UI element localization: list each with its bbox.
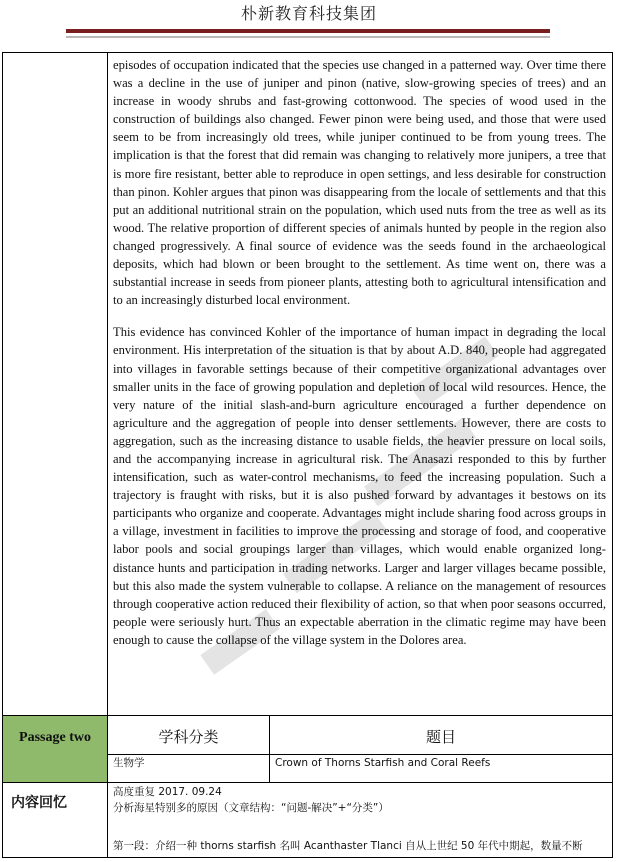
passage-text bbox=[113, 56, 606, 649]
passage-label: Passage two bbox=[19, 730, 91, 745]
recall-line-3: 第一段：介绍一种 thorns starfish 名叫 Acanthaster Tlanci 自从上世纪 50 年代中期起，数量不断 bbox=[113, 840, 583, 852]
topic-header: 题目 bbox=[425, 728, 456, 746]
page-header bbox=[0, 0, 618, 28]
table-row-divider-3 bbox=[2, 782, 613, 783]
topic-value: Crown of Thorns Starfish and Coral Reefs bbox=[275, 757, 491, 769]
header-title: 朴新教育科技集团 bbox=[240, 4, 377, 23]
subject-value: 生物学 bbox=[113, 757, 145, 769]
subject-header: 学科分类 bbox=[158, 728, 219, 746]
recall-label: 内容回忆 bbox=[11, 795, 67, 811]
header-rule-grey bbox=[66, 36, 550, 38]
header-rule-dark bbox=[66, 29, 550, 33]
recall-line-1: 高度重复 2017. 09.24 bbox=[113, 786, 222, 798]
passage-paragraph-1: episodes of occupation indicated that the species use changed in a patterned way. Over time there was a decline in the use of juniper and pinon (native, slow-growing species of trees) and an increase in woody shrubs and fast-growing cottonwood. The species of wood used in the construction of buildings also changed. Fewer pinon were being used, and those that were used seem to be from increasingly old trees, while juniper continued to be from young trees. The implication is that the forest that did remain was changing to relatively more junipers, a tree that is more fire resistant, better able to reproduce in open settings, and less desirable for construction than pinon. Kohler argues that pinon was disappearing from the locale of settlements and that this put an additional nutritional strain on the population, which used nuts from the tree as well as its wood. The relative proportion of different species of animals hunted by people in the region also changed progressively. A final source of evidence was the seeds found in the archaeological deposits, which had blown or been brought to the settlement. As time went on, there was a substantial increase in seeds from pioneer plants, attesting both to agricultural intensification and to an increasingly disturbed local environment. bbox=[113, 58, 606, 308]
recall-line-2: 分析海星特别多的原因（文章结构：“问题-解决”+“分类”） bbox=[113, 802, 389, 814]
passage-paragraph-2: This evidence has convinced Kohler of the importance of human impact in degrading the local environment. His interpretation of the situation is that by about A.D. 840, people had aggregated into villages in favorable settings because of their competitive organizational advantages over smaller units in the face of growing population and depletion of local wild resources. Hence, the very nature of the initial slash-and-burn agriculture encouraged a further dependence on agriculture and the aggregation of people into denser settlements. However, there are costs to aggregation, such as the increasing distance to usable fields, the heavier pressure on local soils, and the accompanying increase in agricultural risk. The Anasazi responded to this by further intensification, such as water-control mechanisms, to feed the increasing population. Such a trajectory is fraught with risks, but it is also pushed forward by advantages it bestows on its participants who organize and cooperate. Advantages might include sharing food across groups in a village, investment in facilities to improve the processing and storage of food, and cooperative labor pools and social groupings larger than villages, which would enable organized long-distance hunts and participation in trading networks. Larger and larger villages became possible, but this also made the system vulnerable to collapse. A reliance on the management of resources through cooperative action reduced their flexibility of action, so that when poor seasons occurred, people were seriously hurt. Thus an expectable aberration in the climatic regime may have been enough to cause the collapse of the village system in the Dolores area. bbox=[113, 325, 606, 647]
